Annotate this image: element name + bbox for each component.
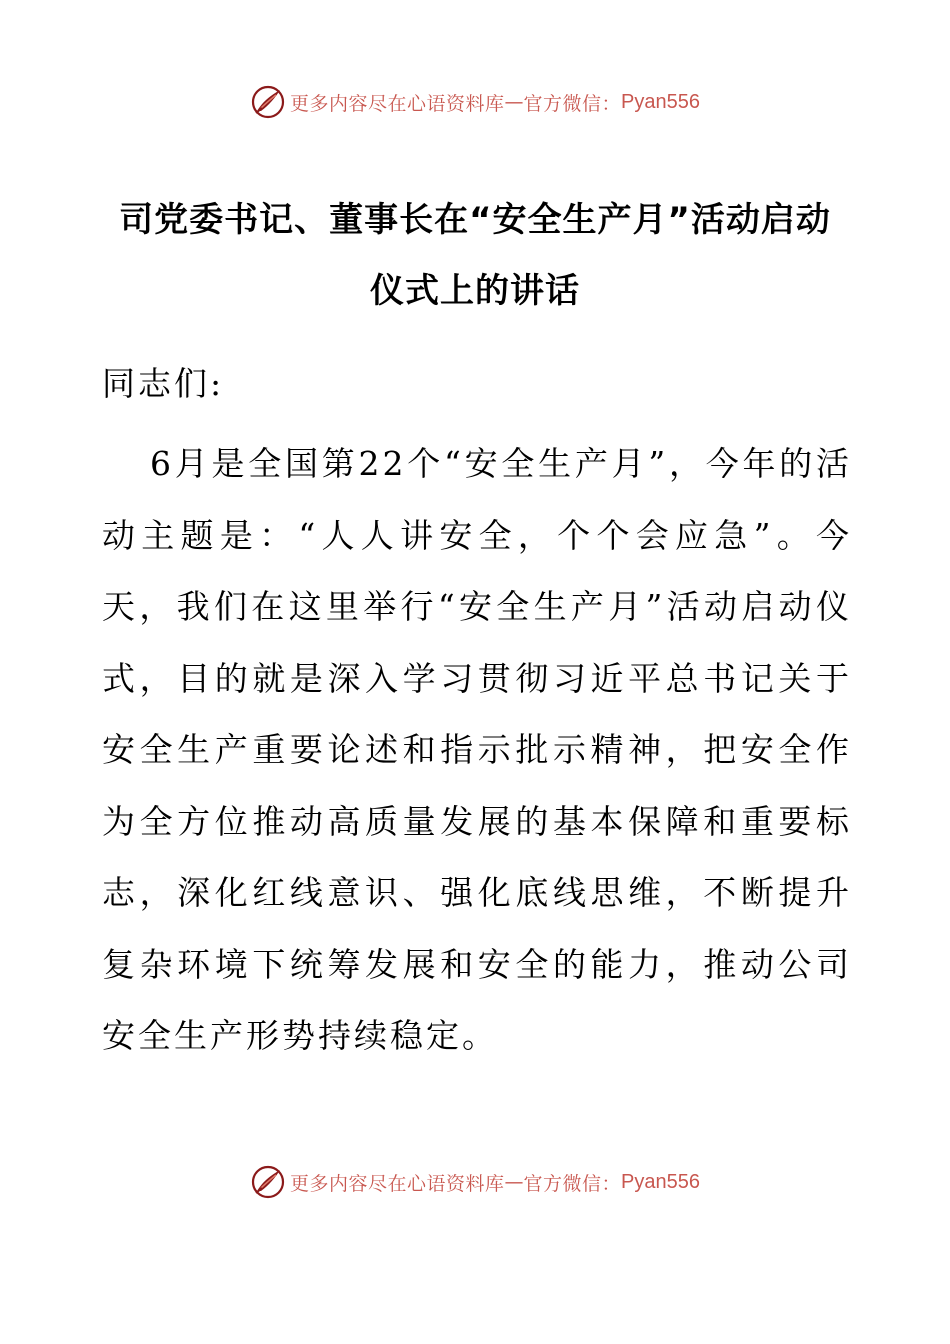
header-banner	[0, 82, 950, 122]
banner-site-text: 更多内容尽在心语资料库	[290, 1172, 505, 1195]
banner-separator: —	[504, 91, 524, 113]
banner-account-id: Pyan556	[621, 1170, 700, 1193]
salutation: 同志们:	[102, 364, 225, 403]
banner-account-label: 官方微信：	[523, 92, 622, 115]
body-paragraph: 6月是全国第22个“安全生产月”，今年的活动主题是：“人人讲安全，个个会应急”。今天，我们在这里举行“安全生产月”活动启动仪式，目的就是深入学习贯彻习近平总书记关于安全生产重要论述和指示批示精神，把安全作为全方位推动高质量发展的基本保障和重要标志，深化红线意识、强化底线思维，不断提升复杂环境下统筹发展和安全的能力，推动公司安全生产形势持续稳定。	[102, 444, 852, 1055]
document-title-line-1: 司党委书记、董事长在“安全生产月”活动启动	[119, 200, 831, 240]
document-title-line-2: 仪式上的讲话	[370, 271, 580, 311]
quill-logo-icon	[250, 84, 286, 120]
banner-site-text: 更多内容尽在心语资料库	[290, 92, 505, 115]
banner-account-id: Pyan556	[621, 90, 700, 113]
footer-banner	[0, 1162, 950, 1202]
banner-separator: —	[504, 1171, 524, 1193]
banner-account-label: 官方微信：	[523, 1172, 622, 1195]
quill-logo-icon	[250, 1164, 286, 1200]
